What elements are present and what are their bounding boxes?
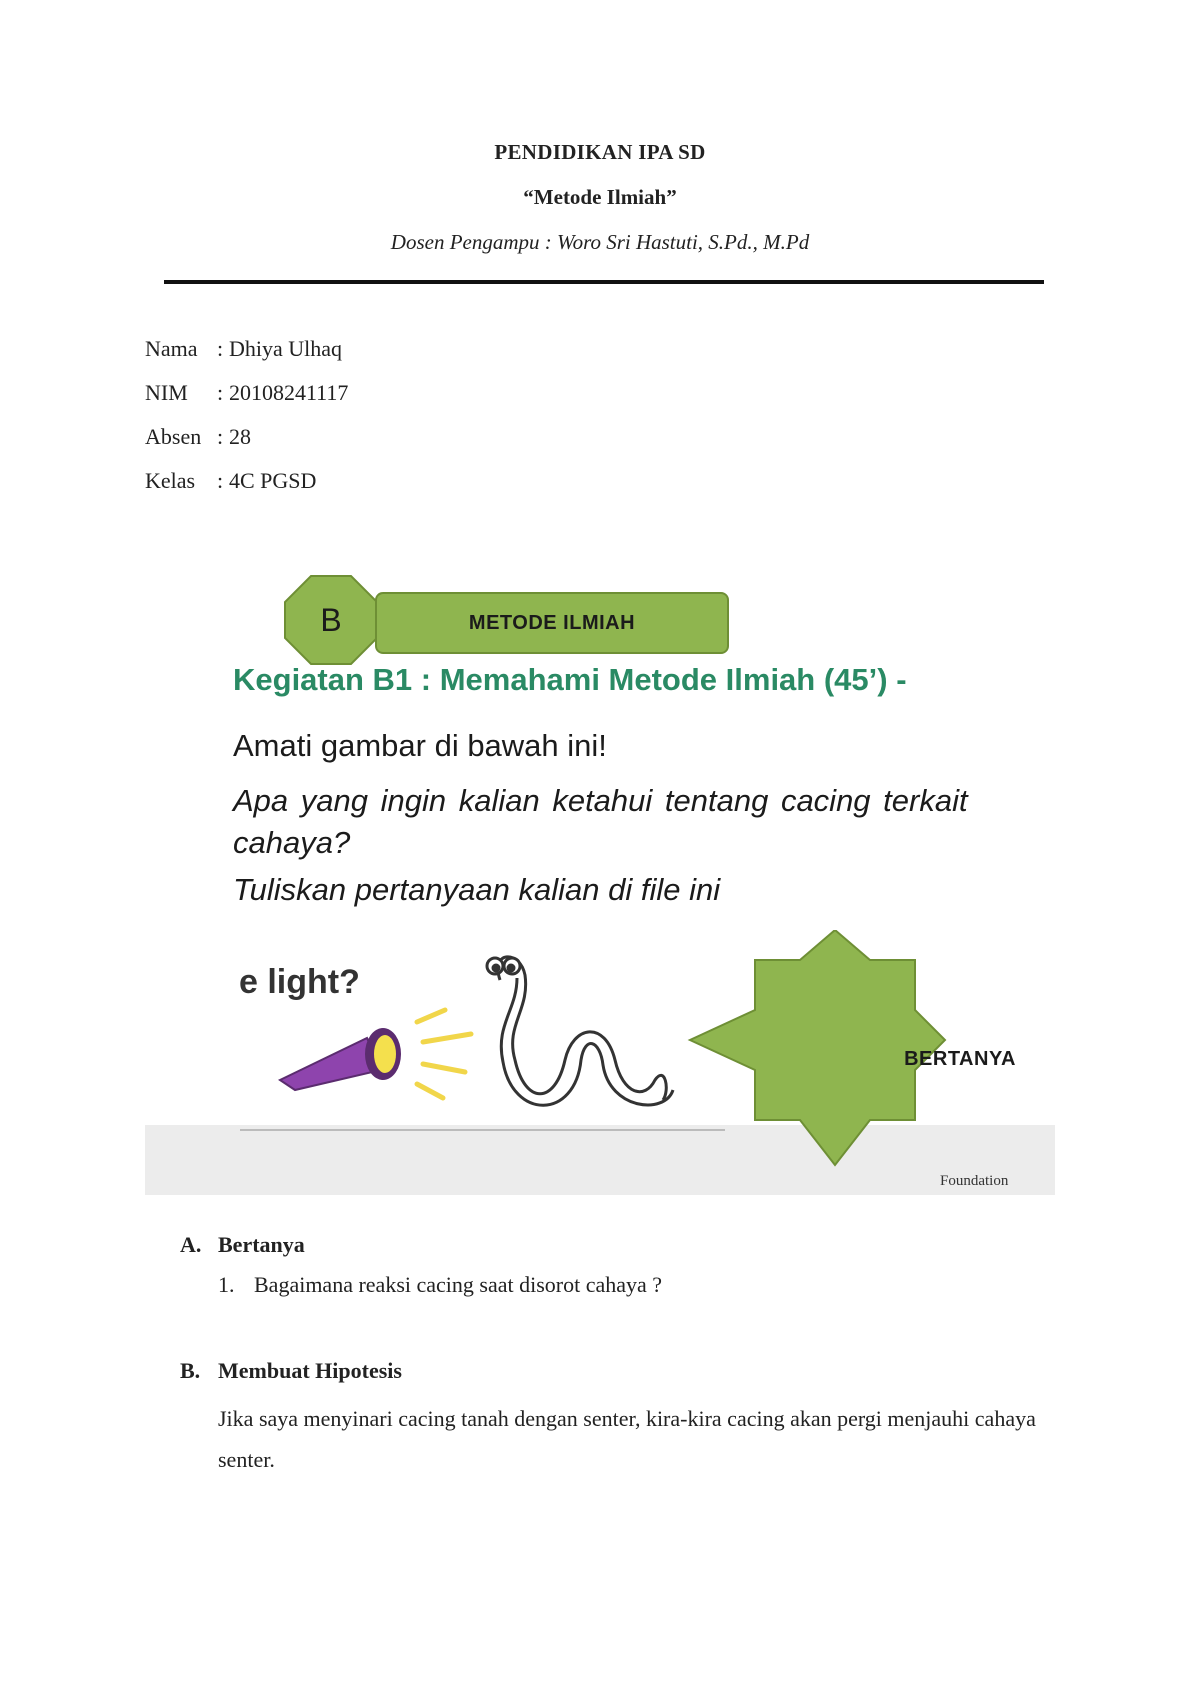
- section-title: Membuat Hipotesis: [218, 1358, 402, 1383]
- image-credit: Foundation: [940, 1173, 1009, 1189]
- activity-heading: Kegiatan B1 : Memahami Metode Ilmiah (45’) -: [233, 662, 907, 697]
- identity-colon: :: [217, 424, 224, 449]
- slide-question: Apa yang ingin kalian ketahui tentang cacing terkait cahaya?: [233, 783, 968, 860]
- section-mark: B.: [180, 1358, 201, 1383]
- section-a-heading: [180, 1232, 1060, 1258]
- identity-colon: :: [217, 380, 224, 405]
- lecturer-line: Dosen Pengampu : Woro Sri Hastuti, S.Pd., M.Pd: [390, 230, 810, 254]
- worm-icon: [487, 957, 673, 1105]
- identity-label: Absen: [145, 424, 202, 449]
- hypothesis-paragraph: Jika saya menyinari cacing tanah dengan senter, kira-kira cacing akan pergi menjauhi cahaya senter.: [218, 1406, 1036, 1472]
- identity-row-name: [145, 336, 348, 380]
- identity-colon: :: [217, 336, 224, 361]
- identity-value: Dhiya Ulhaq: [229, 336, 343, 361]
- student-identity: [145, 336, 348, 512]
- section-mark: A.: [180, 1232, 202, 1257]
- slide-light-question: e light?: [239, 963, 360, 1001]
- identity-row-nim: [145, 380, 348, 424]
- light-rays-icon: [417, 1010, 471, 1098]
- badge-letter: B: [320, 602, 342, 638]
- list-number: 1.: [218, 1272, 235, 1297]
- identity-colon: :: [217, 468, 224, 493]
- list-item: [218, 1272, 1060, 1298]
- section-b-heading: [180, 1358, 1060, 1384]
- flashlight-icon: [280, 1028, 401, 1090]
- identity-label: NIM: [145, 380, 188, 405]
- identity-row-absen: [145, 424, 348, 468]
- identity-value: 20108241117: [229, 380, 349, 405]
- document-subtitle: “Metode Ilmiah”: [523, 185, 677, 209]
- document-title: PENDIDIKAN IPA SD: [494, 140, 706, 164]
- identity-row-kelas: [145, 468, 348, 512]
- star-label: BERTANYA: [904, 1048, 1016, 1070]
- slide-instruction: Amati gambar di bawah ini!: [233, 728, 607, 763]
- identity-label: Kelas: [145, 468, 196, 493]
- answer-sections: [180, 1232, 1060, 1480]
- identity-value: 4C PGSD: [229, 468, 317, 493]
- identity-label: Nama: [145, 336, 198, 361]
- embedded-slide-image: [145, 570, 1055, 1195]
- floor-band: [145, 1125, 1055, 1195]
- slide-banner: METODE ILMIAH: [375, 592, 729, 654]
- list-text: Bagaimana reaksi cacing saat disorot cahaya ?: [254, 1272, 663, 1297]
- header-divider: [164, 280, 1044, 284]
- document-header: [0, 140, 1200, 255]
- slide-write-instruction: Tuliskan pertanyaan kalian di file ini: [233, 872, 721, 907]
- section-title: Bertanya: [218, 1232, 305, 1257]
- identity-value: 28: [229, 424, 251, 449]
